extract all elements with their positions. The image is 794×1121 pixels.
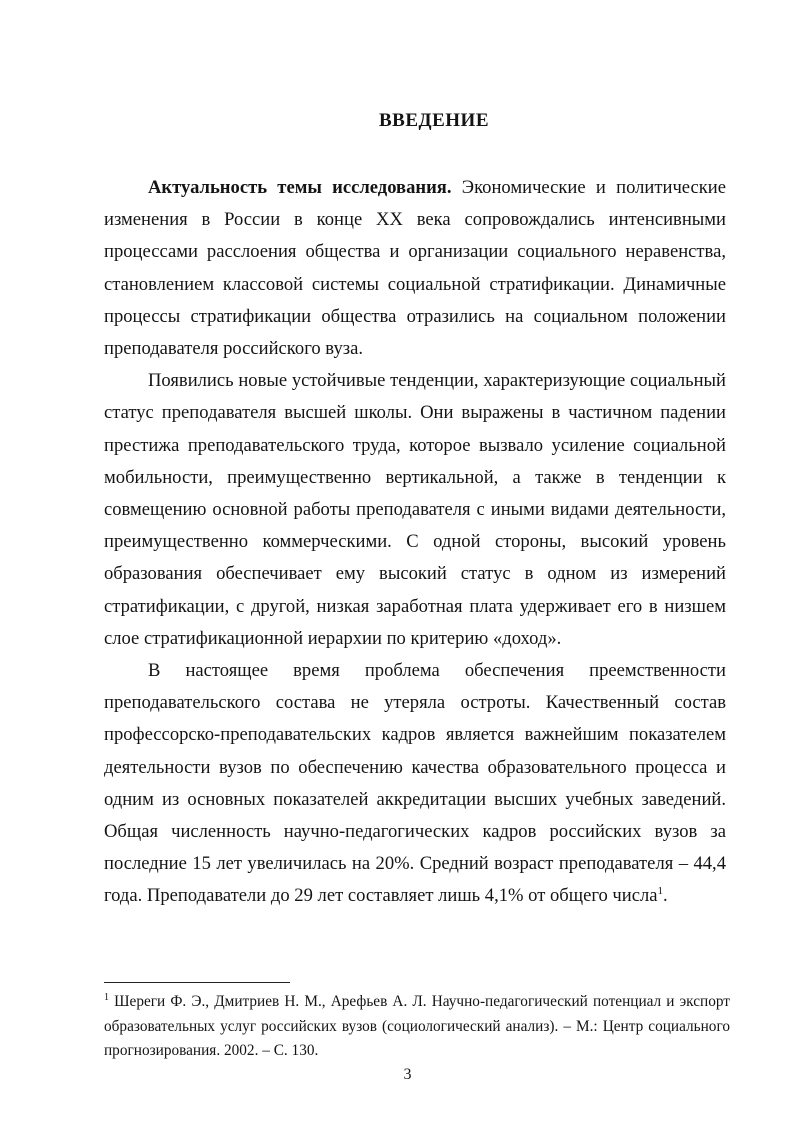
- footnote-divider: [104, 982, 290, 983]
- paragraph-tail: .: [663, 885, 668, 907]
- paragraph-text: В настоящее время проблема обеспечения преемственности преподавательского состава не утеряла остроты. Качественный состав профессорско-преподавательских кадров является важнейшим показателем деятельности вузов по обеспечению качества образовательного процесса и одним из основных показателей аккредитации высших учебных заведений. Общая численность научно-педагогических кадров российских вузов за последние 15 лет увеличилась на 20%. Средний возраст преподавателя – 44,4 года. Преподаватели до 29 лет составляет лишь 4,1% от общего числа: [104, 660, 726, 907]
- paragraph-text: Экономические и политические изменения в России в конце XX века сопровождались интенсивными процессами расслоения общества и организации социального неравенства, становлением классовой системы социальной стратификации. Динамичные процессы стратификации общества отразились на социальном положении преподавателя российского вуза.: [104, 177, 726, 360]
- paragraph-relevance: [104, 172, 726, 365]
- page-number: 3: [403, 1066, 412, 1083]
- footnote-text: Шереги Ф. Э., Дмитриев Н. М., Арефьев А. Л. Научно-педагогический потенциал и экспорт образовательных услуг российских вузов (социологический анализ). – М.: Центр социального прогнозирования. 2002. – С. 130.: [104, 993, 730, 1059]
- paragraph-lead-bold: Актуальность темы исследования.: [148, 177, 452, 198]
- footnote-reference[interactable]: 1: [657, 885, 664, 898]
- footnote-marker: 1: [104, 992, 109, 1003]
- paragraph-text: Появились новые устойчивые тенденции, характеризующие социальный статус преподавателя высшей школы. Они выражены в частичном падении престижа преподавательского труда, которое вызвало усиление социальной мобильности, преимущественно вертикальной, а также в тенденции к совмещению основной работы преподавателя с иными видами деятельности, преимущественно коммерческими. С одной стороны, высокий уровень образования обеспечивает ему высокий статус в одном из измерений стратификации, с другой, низкая заработная плата удерживает его в низшем слое стратификационной иерархии по критерию «доход».: [104, 370, 726, 649]
- paragraph-staff: [104, 655, 726, 913]
- body-text: [104, 172, 726, 913]
- footnote: [104, 990, 730, 1064]
- paragraph-tendencies: [104, 365, 726, 655]
- page-title: ВВЕДЕНИЕ: [379, 110, 489, 131]
